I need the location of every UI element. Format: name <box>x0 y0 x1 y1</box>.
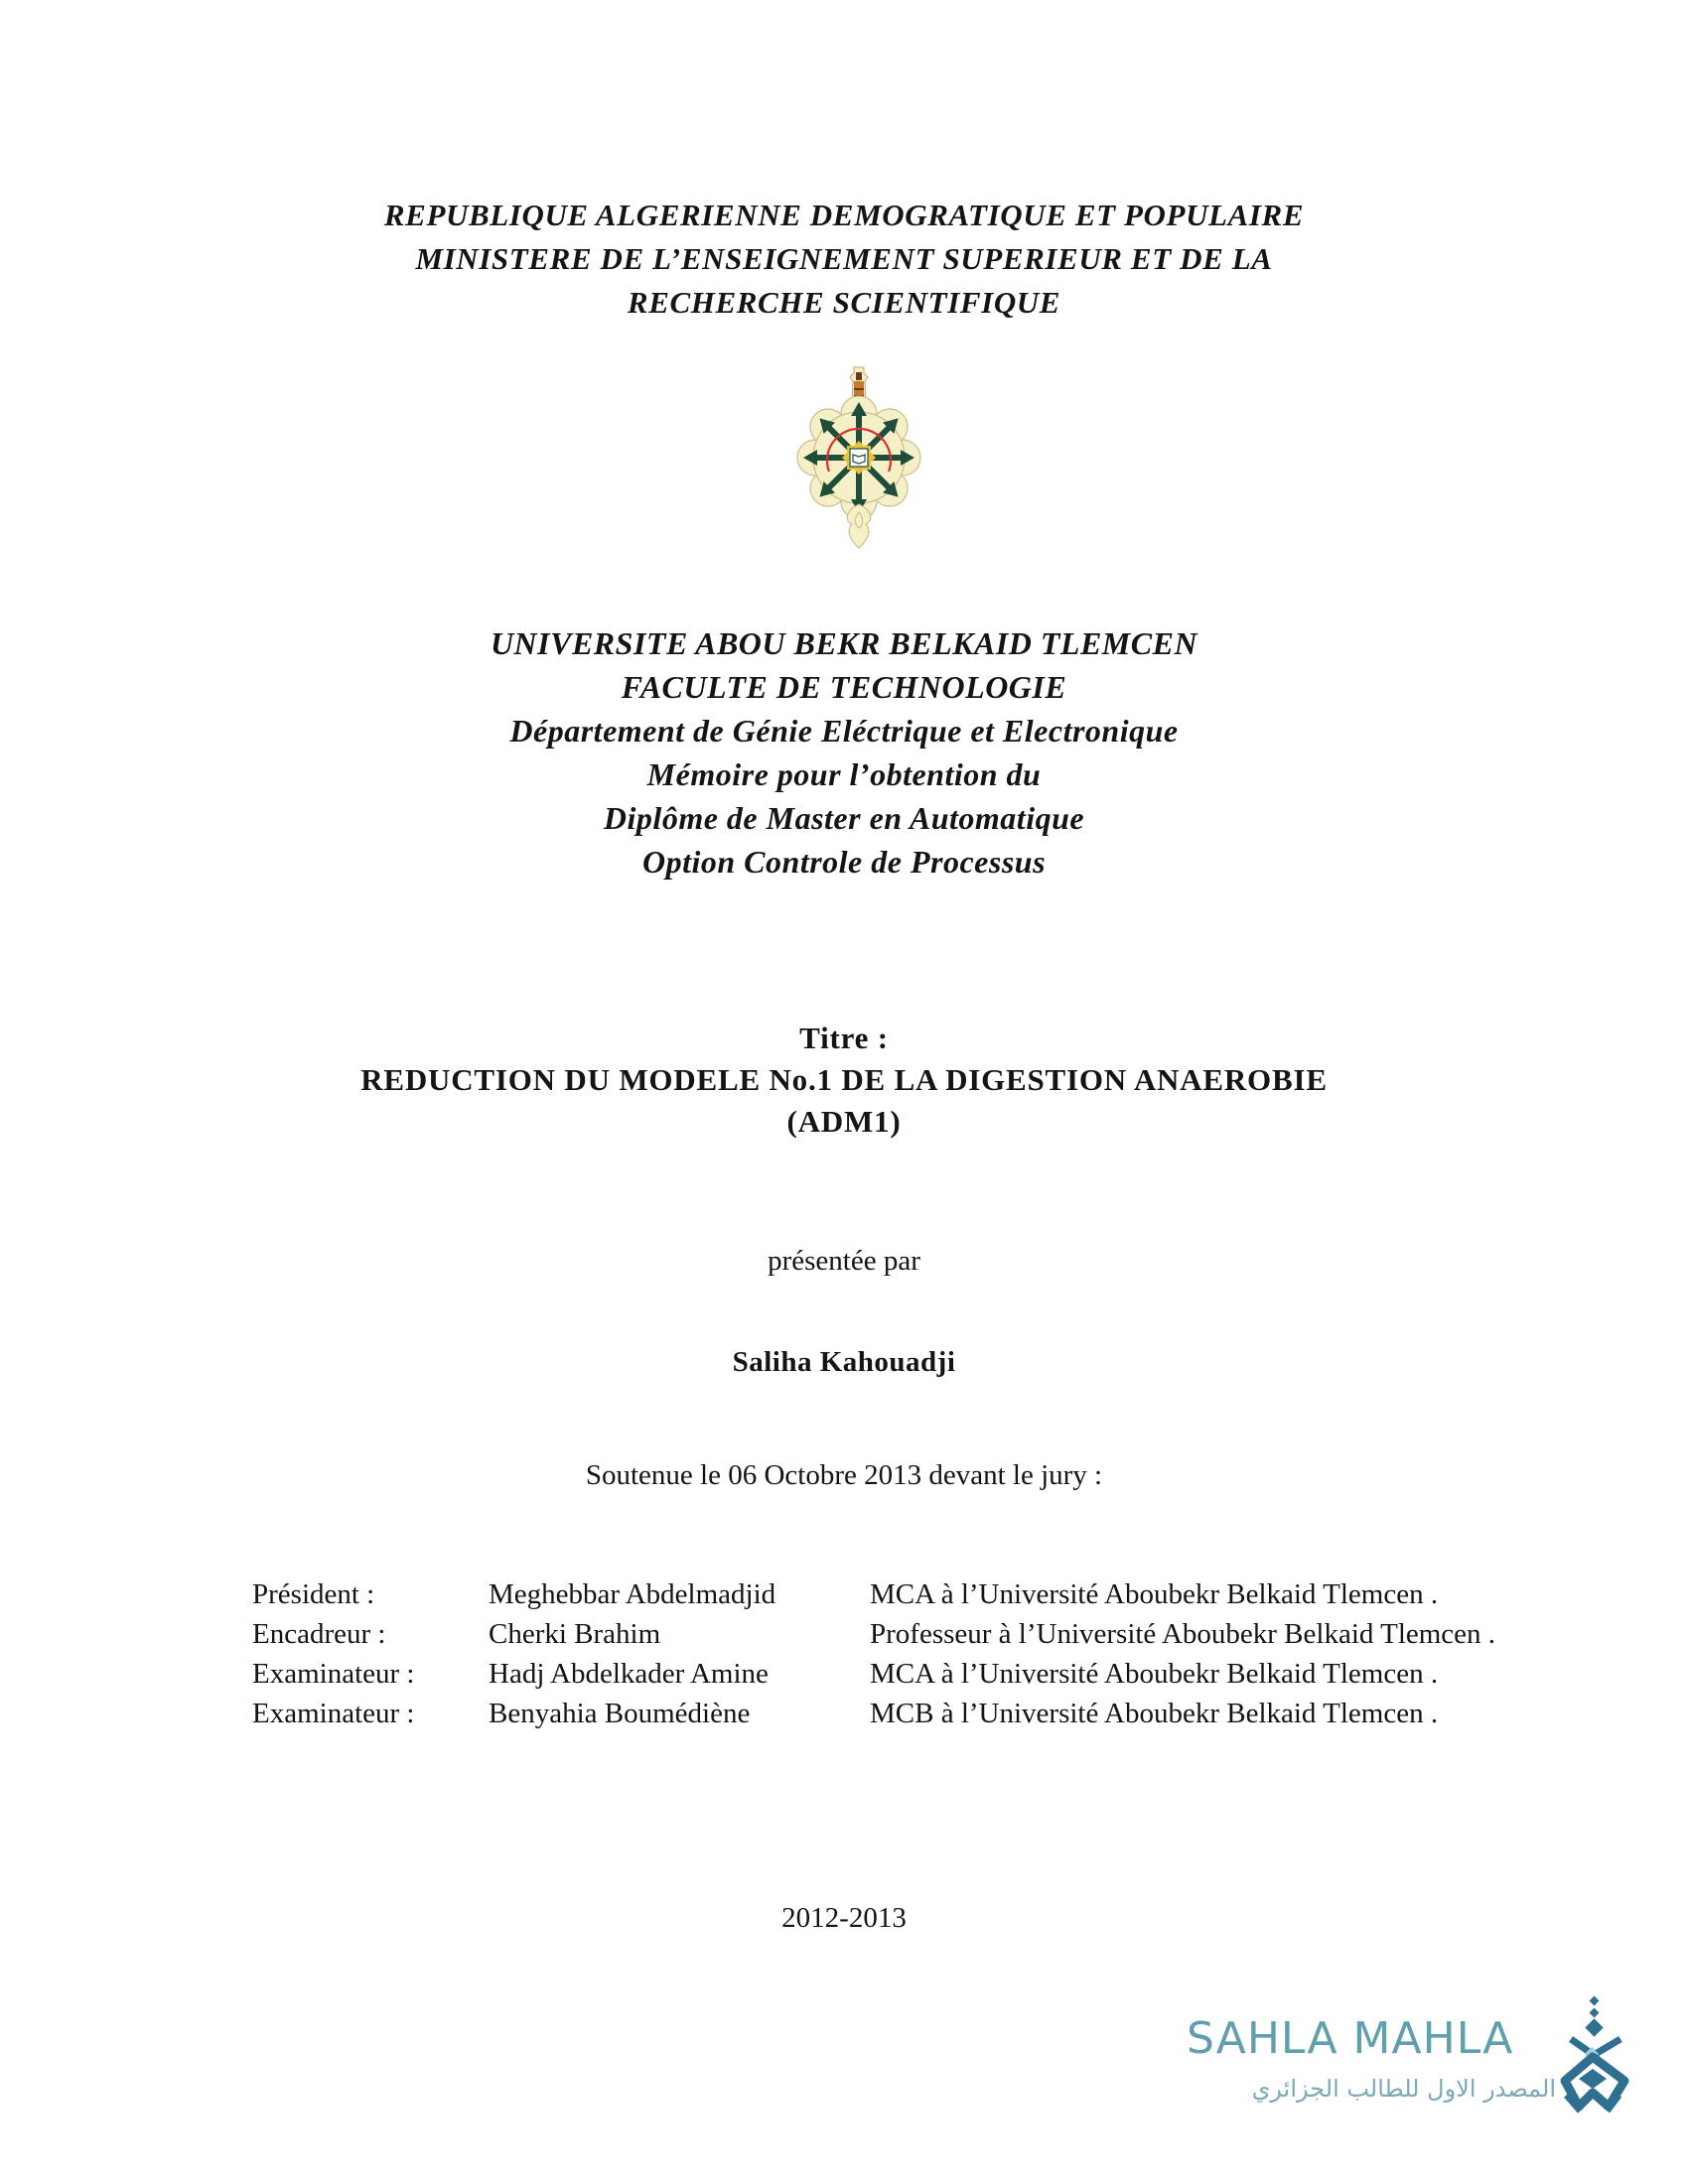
jury-role: Examinateur : <box>252 1658 415 1690</box>
header-ministry: MINISTERE DE L’ENSEIGNEMENT SUPERIEUR ET DE LA <box>415 241 1273 276</box>
academic-year: 2012-2013 <box>781 1902 907 1934</box>
defense-statement: Soutenue le 06 Octobre 2013 devant le jury : <box>585 1459 1103 1491</box>
thesis-title-line1: REDUCTION DU MODELE No.1 DE LA DIGESTION ANAEROBIE <box>360 1062 1328 1097</box>
jury-member-title: MCA à l’Université Aboubekr Belkaid Tlemcen . <box>870 1578 1439 1610</box>
jury-member-title: MCA à l’Université Aboubekr Belkaid Tlemcen . <box>870 1658 1439 1690</box>
university-emblem-icon <box>794 363 923 552</box>
sahla-mahla-emblem-icon <box>1559 1995 1633 2119</box>
title-label: Titre : <box>799 1021 889 1055</box>
jury-member-name: Meghebbar Abdelmadjid <box>489 1578 776 1610</box>
presented-by: présentée par <box>768 1245 920 1277</box>
author-name: Saliha Kahouadji <box>732 1346 956 1378</box>
option-line: Option Controle de Processus <box>641 844 1047 880</box>
jury-member-title: Professeur à l’Université Aboubekr Belkaid Tlemcen . <box>870 1618 1496 1650</box>
department-name: Département de Génie Eléctrique et Electronique <box>509 713 1179 749</box>
jury-member-name: Benyahia Boumédiène <box>489 1698 751 1729</box>
jury-role: Encadreur : <box>252 1618 386 1650</box>
thesis-title-line2: (ADM1) <box>786 1104 902 1139</box>
jury-member-name: Cherki Brahim <box>489 1618 661 1650</box>
diploma-line: Diplôme de Master en Automatique <box>603 800 1085 836</box>
jury-role: Président : <box>252 1578 375 1610</box>
memoire-line: Mémoire pour l’obtention du <box>646 756 1042 792</box>
jury-role: Examinateur : <box>252 1698 415 1729</box>
header-republic: REPUBLIQUE ALGERIENNE DEMOGRATIQUE ET POPULAIRE <box>383 198 1305 232</box>
sahla-mahla-watermark <box>1187 1995 1643 2134</box>
jury-member-name: Hadj Abdelkader Amine <box>489 1658 769 1690</box>
watermark-tagline: المصدر الاول للطالب الجزائري <box>1251 2075 1556 2103</box>
jury-member-title: MCB à l’Université Aboubekr Belkaid Tlemcen . <box>870 1698 1439 1729</box>
university-name: UNIVERSITE ABOU BEKR BELKAID TLEMCEN <box>490 625 1198 661</box>
faculty-name: FACULTE DE TECHNOLOGIE <box>621 669 1067 705</box>
watermark-brand: SAHLA MAHLA <box>1187 2013 1514 2064</box>
header-research: RECHERCHE SCIENTIFIQUE <box>627 285 1061 320</box>
